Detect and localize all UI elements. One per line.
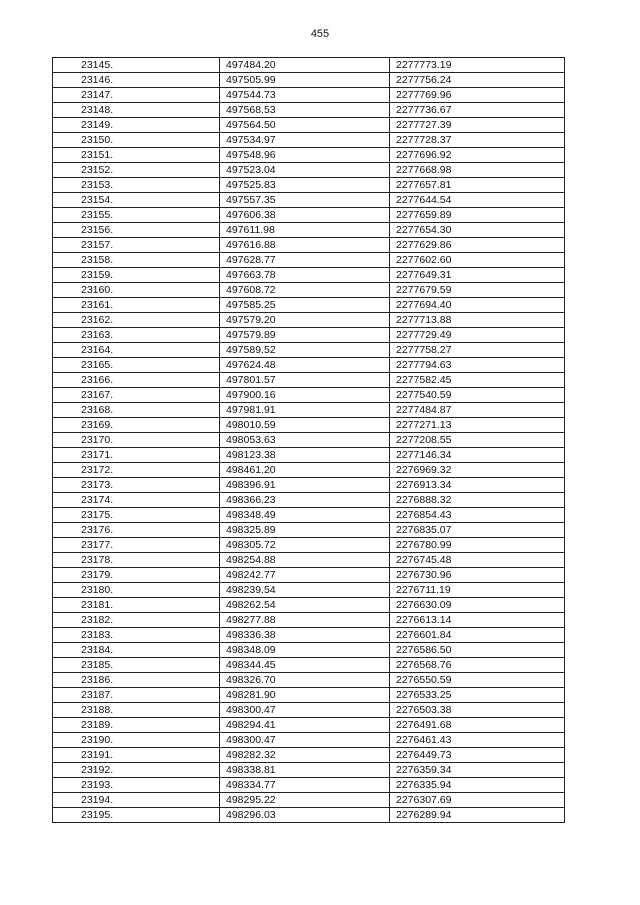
point-number-cell: 23156. xyxy=(53,223,220,238)
point-number-cell: 23182. xyxy=(53,613,220,628)
table-row xyxy=(53,118,565,133)
x-coordinate-cell: 497628.77 xyxy=(220,253,390,268)
y-coordinate-cell: 2276745.48 xyxy=(390,553,565,568)
x-coordinate-cell: 497579.20 xyxy=(220,313,390,328)
table-row xyxy=(53,598,565,613)
y-coordinate-cell: 2277582.45 xyxy=(390,373,565,388)
point-number-cell: 23187. xyxy=(53,688,220,703)
point-number-cell: 23195. xyxy=(53,808,220,823)
table-row xyxy=(53,613,565,628)
x-coordinate-cell: 497624.48 xyxy=(220,358,390,373)
table-row xyxy=(53,208,565,223)
x-coordinate-cell: 497663.78 xyxy=(220,268,390,283)
table-row xyxy=(53,703,565,718)
table-row xyxy=(53,538,565,553)
table-row xyxy=(53,433,565,448)
x-coordinate-cell: 497616.88 xyxy=(220,238,390,253)
y-coordinate-cell: 2276969.32 xyxy=(390,463,565,478)
point-number-cell: 23179. xyxy=(53,568,220,583)
point-number-cell: 23168. xyxy=(53,403,220,418)
table-row xyxy=(53,388,565,403)
y-coordinate-cell: 2277208.55 xyxy=(390,433,565,448)
point-number-cell: 23145. xyxy=(53,58,220,73)
table-row xyxy=(53,88,565,103)
y-coordinate-cell: 2277484.87 xyxy=(390,403,565,418)
y-coordinate-cell: 2277668.98 xyxy=(390,163,565,178)
y-coordinate-cell: 2277773.19 xyxy=(390,58,565,73)
point-number-cell: 23185. xyxy=(53,658,220,673)
x-coordinate-cell: 497589.52 xyxy=(220,343,390,358)
point-number-cell: 23180. xyxy=(53,583,220,598)
x-coordinate-cell: 498305.72 xyxy=(220,538,390,553)
x-coordinate-cell: 498300.47 xyxy=(220,703,390,718)
table-row xyxy=(53,493,565,508)
y-coordinate-cell: 2277602.60 xyxy=(390,253,565,268)
x-coordinate-cell: 497585.25 xyxy=(220,298,390,313)
point-number-cell: 23151. xyxy=(53,148,220,163)
point-number-cell: 23186. xyxy=(53,673,220,688)
point-number-cell: 23172. xyxy=(53,463,220,478)
point-number-cell: 23158. xyxy=(53,253,220,268)
x-coordinate-cell: 498294.41 xyxy=(220,718,390,733)
x-coordinate-cell: 498277.88 xyxy=(220,613,390,628)
point-number-cell: 23152. xyxy=(53,163,220,178)
x-coordinate-cell: 498344.45 xyxy=(220,658,390,673)
point-number-cell: 23149. xyxy=(53,118,220,133)
point-number-cell: 23190. xyxy=(53,733,220,748)
point-number-cell: 23159. xyxy=(53,268,220,283)
table-row xyxy=(53,73,565,88)
x-coordinate-cell: 498262.54 xyxy=(220,598,390,613)
x-coordinate-cell: 498348.09 xyxy=(220,643,390,658)
y-coordinate-cell: 2277728.37 xyxy=(390,133,565,148)
x-coordinate-cell: 497611.98 xyxy=(220,223,390,238)
y-coordinate-cell: 2276586.50 xyxy=(390,643,565,658)
y-coordinate-cell: 2276835.07 xyxy=(390,523,565,538)
y-coordinate-cell: 2277729.49 xyxy=(390,328,565,343)
point-number-cell: 23157. xyxy=(53,238,220,253)
point-number-cell: 23169. xyxy=(53,418,220,433)
point-number-cell: 23192. xyxy=(53,763,220,778)
table-row xyxy=(53,478,565,493)
y-coordinate-cell: 2276359.34 xyxy=(390,763,565,778)
table-body xyxy=(53,58,565,823)
point-number-cell: 23194. xyxy=(53,793,220,808)
x-coordinate-cell: 498334.77 xyxy=(220,778,390,793)
table-row xyxy=(53,733,565,748)
x-coordinate-cell: 498300.47 xyxy=(220,733,390,748)
point-number-cell: 23160. xyxy=(53,283,220,298)
x-coordinate-cell: 497568.53 xyxy=(220,103,390,118)
y-coordinate-cell: 2277694.40 xyxy=(390,298,565,313)
point-number-cell: 23177. xyxy=(53,538,220,553)
table-row xyxy=(53,313,565,328)
x-coordinate-cell: 497548.96 xyxy=(220,148,390,163)
table-row xyxy=(53,223,565,238)
table-row xyxy=(53,568,565,583)
point-number-cell: 23164. xyxy=(53,343,220,358)
point-number-cell: 23147. xyxy=(53,88,220,103)
x-coordinate-cell: 497608.72 xyxy=(220,283,390,298)
x-coordinate-cell: 498348.49 xyxy=(220,508,390,523)
y-coordinate-cell: 2276289.94 xyxy=(390,808,565,823)
x-coordinate-cell: 497900.16 xyxy=(220,388,390,403)
table-row xyxy=(53,748,565,763)
table-row xyxy=(53,673,565,688)
point-number-cell: 23193. xyxy=(53,778,220,793)
x-coordinate-cell: 498254.88 xyxy=(220,553,390,568)
table-row xyxy=(53,268,565,283)
y-coordinate-cell: 2277727.39 xyxy=(390,118,565,133)
table-row xyxy=(53,658,565,673)
x-coordinate-cell: 498325.89 xyxy=(220,523,390,538)
x-coordinate-cell: 498336.38 xyxy=(220,628,390,643)
y-coordinate-cell: 2276913.34 xyxy=(390,478,565,493)
y-coordinate-cell: 2277696.92 xyxy=(390,148,565,163)
x-coordinate-cell: 497564.50 xyxy=(220,118,390,133)
x-coordinate-cell: 497505.99 xyxy=(220,73,390,88)
point-number-cell: 23170. xyxy=(53,433,220,448)
point-number-cell: 23176. xyxy=(53,523,220,538)
point-number-cell: 23184. xyxy=(53,643,220,658)
y-coordinate-cell: 2277769.96 xyxy=(390,88,565,103)
point-number-cell: 23161. xyxy=(53,298,220,313)
x-coordinate-cell: 498123.38 xyxy=(220,448,390,463)
table-row xyxy=(53,133,565,148)
y-coordinate-cell: 2276568.76 xyxy=(390,658,565,673)
table-row xyxy=(53,508,565,523)
point-number-cell: 23175. xyxy=(53,508,220,523)
point-number-cell: 23189. xyxy=(53,718,220,733)
x-coordinate-cell: 498396.91 xyxy=(220,478,390,493)
y-coordinate-cell: 2276601.84 xyxy=(390,628,565,643)
y-coordinate-cell: 2277736.67 xyxy=(390,103,565,118)
y-coordinate-cell: 2276888.32 xyxy=(390,493,565,508)
y-coordinate-cell: 2276711.19 xyxy=(390,583,565,598)
table-row xyxy=(53,103,565,118)
x-coordinate-cell: 497544.73 xyxy=(220,88,390,103)
point-number-cell: 23155. xyxy=(53,208,220,223)
table-row xyxy=(53,628,565,643)
y-coordinate-cell: 2276335.94 xyxy=(390,778,565,793)
y-coordinate-cell: 2276461.43 xyxy=(390,733,565,748)
y-coordinate-cell: 2276533.25 xyxy=(390,688,565,703)
point-number-cell: 23166. xyxy=(53,373,220,388)
table-row xyxy=(53,328,565,343)
point-number-cell: 23188. xyxy=(53,703,220,718)
y-coordinate-cell: 2277756.24 xyxy=(390,73,565,88)
x-coordinate-cell: 497981.91 xyxy=(220,403,390,418)
x-coordinate-cell: 497523.04 xyxy=(220,163,390,178)
point-number-cell: 23191. xyxy=(53,748,220,763)
x-coordinate-cell: 497525.83 xyxy=(220,178,390,193)
table-row xyxy=(53,178,565,193)
table-row xyxy=(53,763,565,778)
y-coordinate-cell: 2277659.89 xyxy=(390,208,565,223)
x-coordinate-cell: 498281.90 xyxy=(220,688,390,703)
page-number: 455 xyxy=(310,28,330,40)
y-coordinate-cell: 2277271.13 xyxy=(390,418,565,433)
table-row xyxy=(53,688,565,703)
x-coordinate-cell: 497557.35 xyxy=(220,193,390,208)
table-row xyxy=(53,463,565,478)
table-row xyxy=(53,343,565,358)
table-row xyxy=(53,148,565,163)
table-row xyxy=(53,193,565,208)
x-coordinate-cell: 498242.77 xyxy=(220,568,390,583)
point-number-cell: 23165. xyxy=(53,358,220,373)
table-row xyxy=(53,523,565,538)
point-number-cell: 23162. xyxy=(53,313,220,328)
y-coordinate-cell: 2276550.59 xyxy=(390,673,565,688)
point-number-cell: 23181. xyxy=(53,598,220,613)
x-coordinate-cell: 498282.32 xyxy=(220,748,390,763)
y-coordinate-cell: 2277629.86 xyxy=(390,238,565,253)
table-row xyxy=(53,58,565,73)
x-coordinate-cell: 498239.54 xyxy=(220,583,390,598)
x-coordinate-cell: 498326.70 xyxy=(220,673,390,688)
table-row xyxy=(53,808,565,823)
y-coordinate-cell: 2276630.09 xyxy=(390,598,565,613)
point-number-cell: 23178. xyxy=(53,553,220,568)
coordinates-table xyxy=(52,57,565,823)
x-coordinate-cell: 497534.97 xyxy=(220,133,390,148)
x-coordinate-cell: 497801.57 xyxy=(220,373,390,388)
table-row xyxy=(53,778,565,793)
y-coordinate-cell: 2276730.96 xyxy=(390,568,565,583)
x-coordinate-cell: 498295.22 xyxy=(220,793,390,808)
point-number-cell: 23146. xyxy=(53,73,220,88)
y-coordinate-cell: 2277644.54 xyxy=(390,193,565,208)
table-row xyxy=(53,718,565,733)
x-coordinate-cell: 498366.23 xyxy=(220,493,390,508)
table-row xyxy=(53,418,565,433)
y-coordinate-cell: 2276449.73 xyxy=(390,748,565,763)
table-row xyxy=(53,643,565,658)
y-coordinate-cell: 2277657.81 xyxy=(390,178,565,193)
x-coordinate-cell: 498296.03 xyxy=(220,808,390,823)
point-number-cell: 23154. xyxy=(53,193,220,208)
point-number-cell: 23173. xyxy=(53,478,220,493)
y-coordinate-cell: 2277679.59 xyxy=(390,283,565,298)
x-coordinate-cell: 497484.20 xyxy=(220,58,390,73)
point-number-cell: 23171. xyxy=(53,448,220,463)
y-coordinate-cell: 2276503.38 xyxy=(390,703,565,718)
point-number-cell: 23167. xyxy=(53,388,220,403)
x-coordinate-cell: 498461.20 xyxy=(220,463,390,478)
x-coordinate-cell: 498053.63 xyxy=(220,433,390,448)
table-row xyxy=(53,583,565,598)
table-row xyxy=(53,793,565,808)
x-coordinate-cell: 498338.81 xyxy=(220,763,390,778)
table-row xyxy=(53,253,565,268)
point-number-cell: 23174. xyxy=(53,493,220,508)
table-row xyxy=(53,403,565,418)
point-number-cell: 23150. xyxy=(53,133,220,148)
y-coordinate-cell: 2277794.63 xyxy=(390,358,565,373)
y-coordinate-cell: 2277654.30 xyxy=(390,223,565,238)
point-number-cell: 23183. xyxy=(53,628,220,643)
point-number-cell: 23148. xyxy=(53,103,220,118)
y-coordinate-cell: 2276491.68 xyxy=(390,718,565,733)
table-row xyxy=(53,448,565,463)
table-row xyxy=(53,283,565,298)
y-coordinate-cell: 2277540.59 xyxy=(390,388,565,403)
y-coordinate-cell: 2276780.99 xyxy=(390,538,565,553)
table-row xyxy=(53,298,565,313)
x-coordinate-cell: 498010.59 xyxy=(220,418,390,433)
y-coordinate-cell: 2277713.88 xyxy=(390,313,565,328)
y-coordinate-cell: 2277146.34 xyxy=(390,448,565,463)
table-row xyxy=(53,238,565,253)
y-coordinate-cell: 2276854.43 xyxy=(390,508,565,523)
point-number-cell: 23163. xyxy=(53,328,220,343)
point-number-cell: 23153. xyxy=(53,178,220,193)
x-coordinate-cell: 497606.38 xyxy=(220,208,390,223)
table-row xyxy=(53,553,565,568)
y-coordinate-cell: 2277649.31 xyxy=(390,268,565,283)
y-coordinate-cell: 2276613.14 xyxy=(390,613,565,628)
x-coordinate-cell: 497579.89 xyxy=(220,328,390,343)
table-row xyxy=(53,373,565,388)
y-coordinate-cell: 2276307.69 xyxy=(390,793,565,808)
y-coordinate-cell: 2277758.27 xyxy=(390,343,565,358)
table-row xyxy=(53,358,565,373)
table-row xyxy=(53,163,565,178)
